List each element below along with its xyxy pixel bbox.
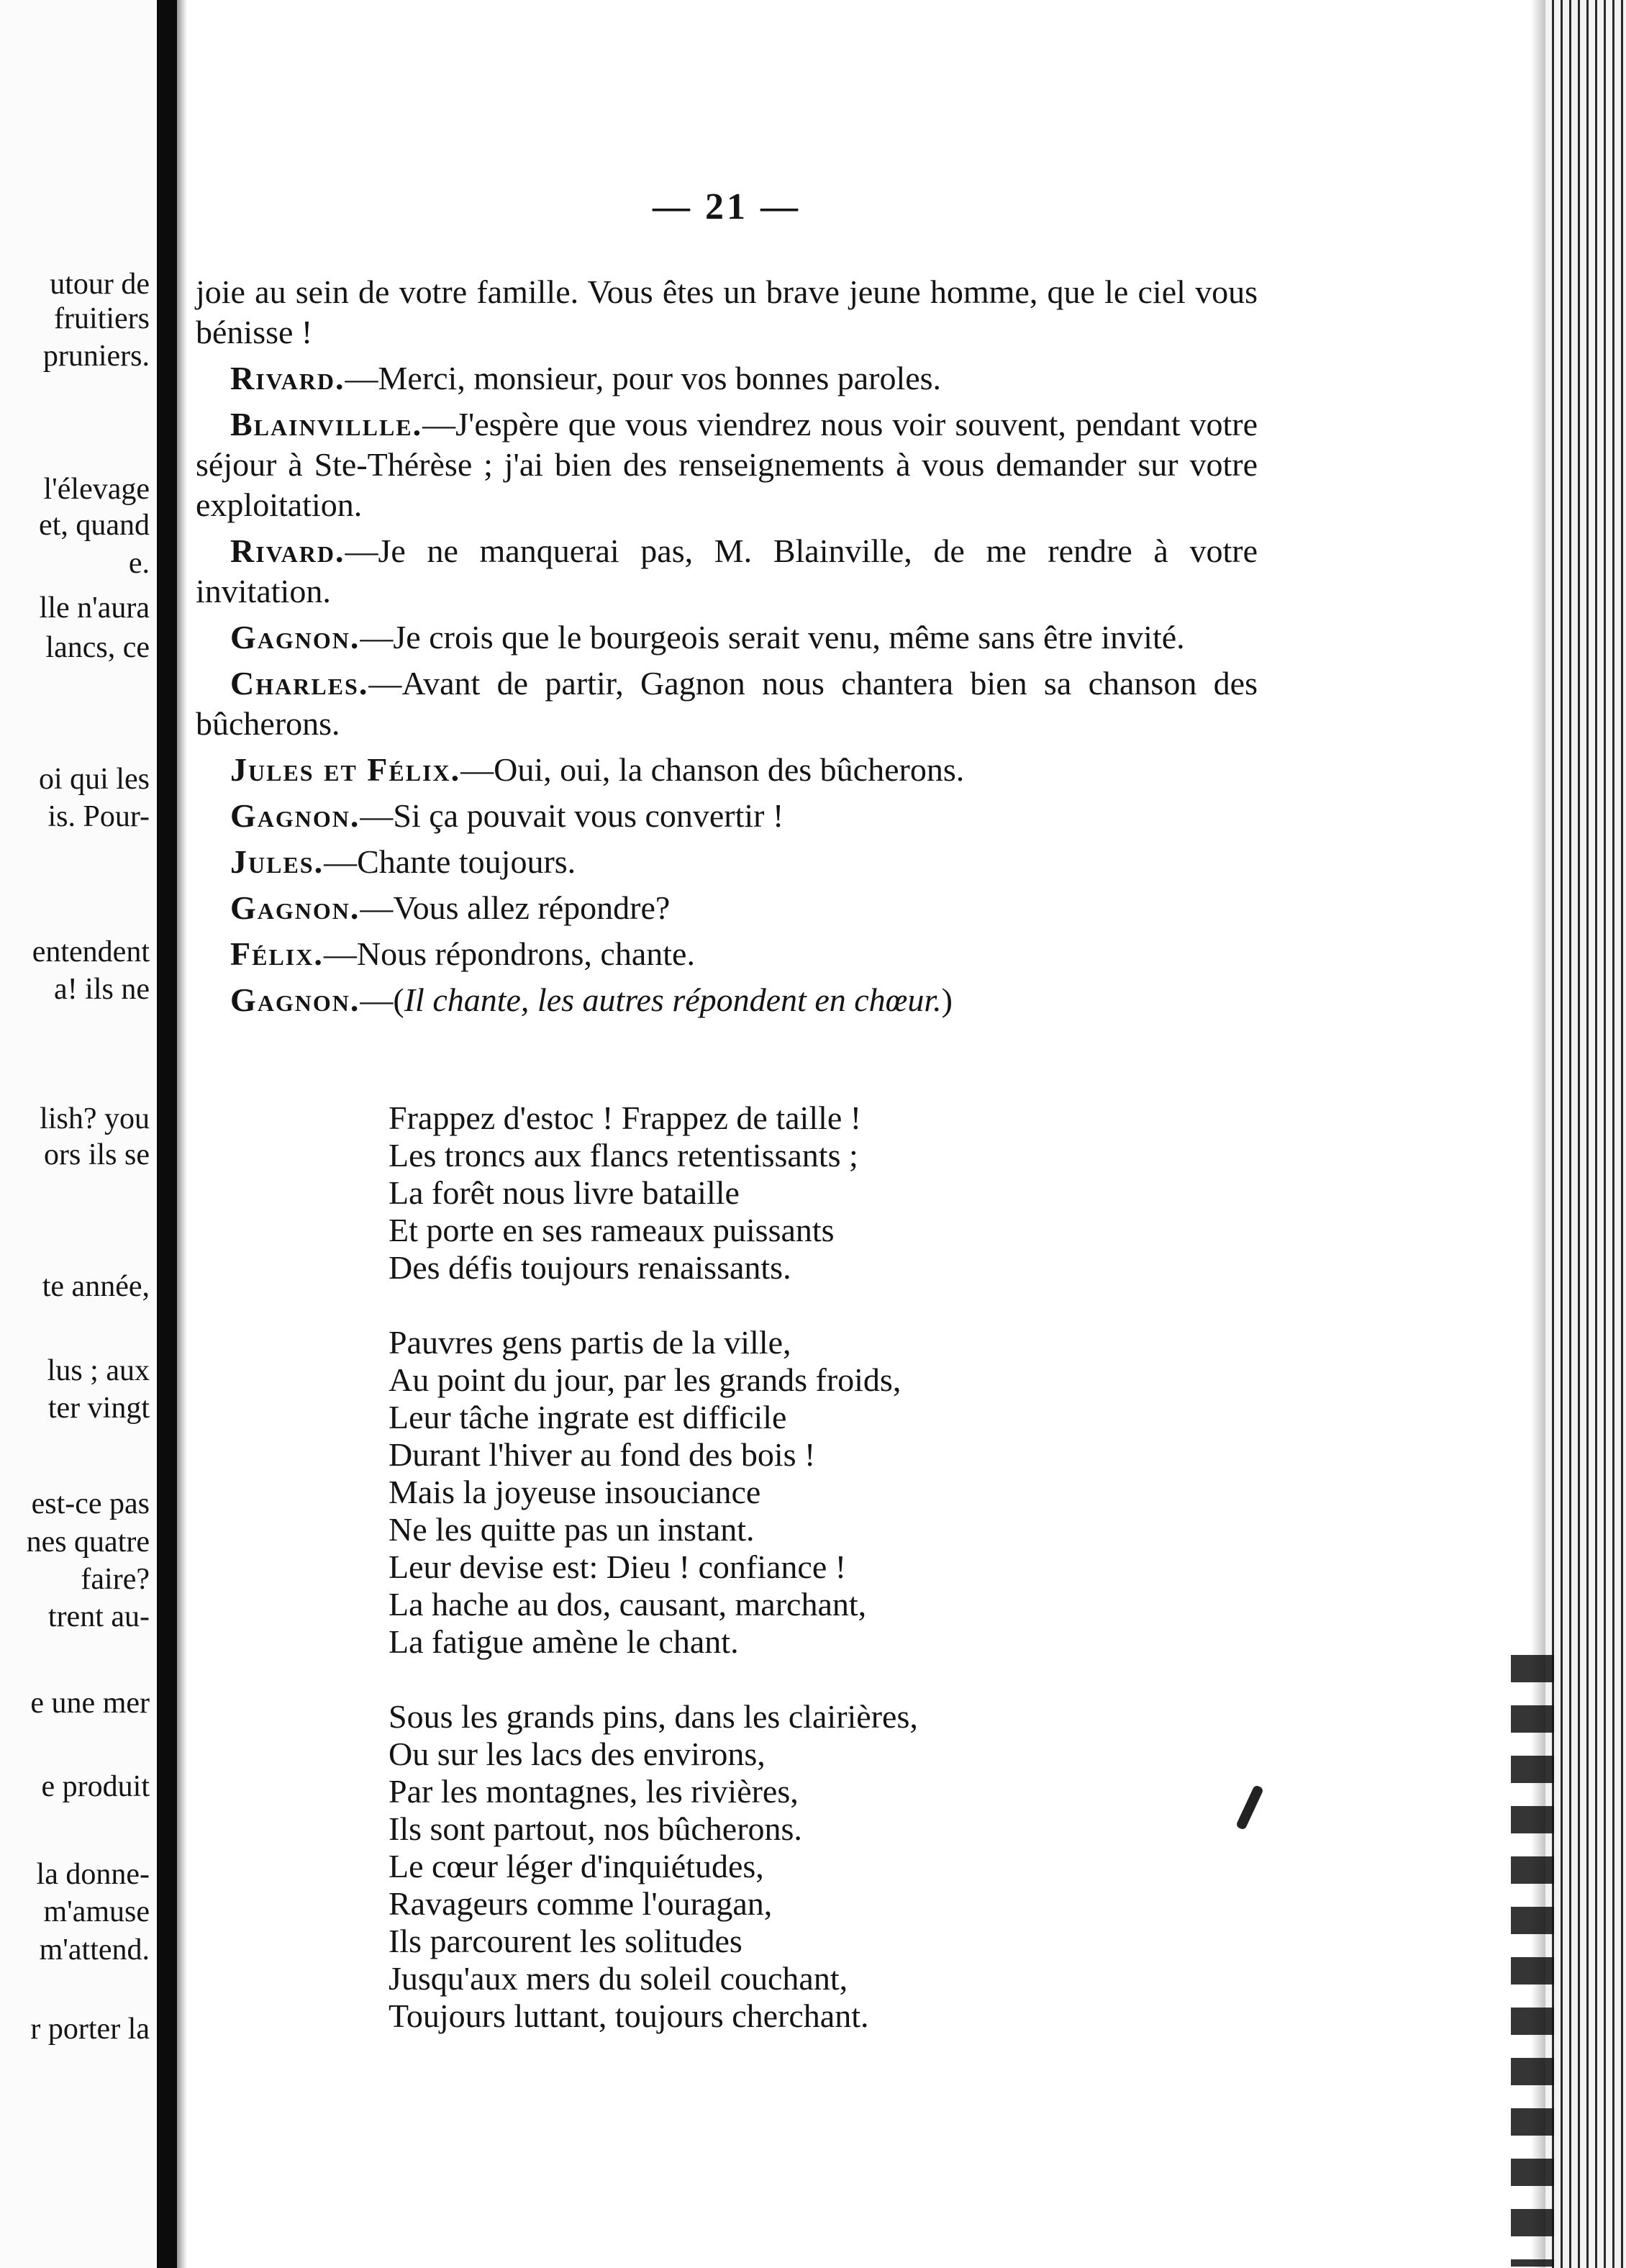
verse-line: La forêt nous livre bataille [389, 1174, 740, 1211]
facing-page-line: lle n'aura [39, 591, 150, 625]
speech-text: —J'espère que vous viendrez nous voir souvent, pendant votre séjour à Ste-Thérèse ; j'ai bien des renseignements à vous demander sur votre exploitation. [196, 406, 1258, 523]
speech-text: —Oui, oui, la chanson des bûcherons. [460, 751, 965, 788]
facing-page-line: lus ; aux [47, 1354, 150, 1387]
speech-line [196, 888, 1258, 928]
verse-line: Pauvres gens partis de la ville, [389, 1324, 791, 1361]
speaker-name: Gagnon. [230, 619, 360, 656]
verse-line: Ou sur les lacs des environs, [389, 1736, 766, 1772]
facing-page-line: utour de [50, 268, 150, 301]
verse-line: Leur devise est: Dieu ! confiance ! [389, 1548, 847, 1585]
verse-line: Ravageurs comme l'ouragan, [389, 1885, 773, 1922]
facing-page-line: e produit [41, 1770, 150, 1803]
verse-line: Jusqu'aux mers du soleil couchant, [389, 1960, 848, 1997]
facing-page-line: ter vingt [47, 1392, 150, 1425]
speech-line [196, 663, 1258, 744]
speaker-name: Gagnon. [230, 889, 360, 926]
dialogue-text [196, 272, 1258, 1026]
verse-line: Ils sont partout, nos bûcherons. [389, 1810, 802, 1847]
verse-line: Frappez d'estoc ! Frappez de taille ! [389, 1099, 862, 1136]
facing-page-line: oi qui les [39, 763, 150, 796]
verse-line: Ils parcourent les solitudes [389, 1923, 742, 1959]
verse-line: Les troncs aux flancs retentissants ; [389, 1137, 858, 1174]
speaker-name: Rivard. [230, 360, 345, 396]
speech-close: ) [941, 981, 953, 1018]
verse-line: Et porte en ses rameaux puissants [389, 1212, 835, 1248]
facing-page-line: m'amuse [43, 1895, 150, 1928]
facing-page-line: l'élevage [43, 473, 150, 506]
song-stanza [389, 1324, 1108, 1661]
verse-line: Durant l'hiver au fond des bois ! [389, 1436, 816, 1473]
speech-line [196, 404, 1258, 525]
verse-line: Mais la joyeuse insouciance [389, 1474, 761, 1510]
facing-page-line: te année, [42, 1270, 150, 1303]
speech-text: —Vous allez répondre? [360, 889, 671, 926]
edge-marks [1511, 1655, 1554, 2267]
verse-line: Ne les quitte pas un instant. [389, 1511, 755, 1548]
speech-text: —Avant de partir, Gagnon nous chantera bien sa chanson des bûcherons. [196, 665, 1258, 742]
book-page-edges [1545, 0, 1626, 2268]
speech-line [196, 358, 1258, 399]
facing-page-fragment [0, 0, 157, 2268]
speech-text: —Je crois que le bourgeois serait venu, même sans être invité. [360, 619, 1185, 656]
facing-page-line: lish? you [40, 1102, 150, 1135]
song-verses [389, 1099, 1108, 2072]
song-stanza [389, 1099, 1108, 1287]
speech-text: —Si ça pouvait vous convertir ! [360, 797, 784, 834]
song-stanza [389, 1698, 1108, 2035]
continuation-paragraph: joie au sein de votre famille. Vous êtes un brave jeune homme, que le ciel vous bénisse ! [196, 273, 1258, 350]
speaker-name: Jules et Félix. [230, 751, 461, 788]
page-number: — 21 — [653, 186, 801, 227]
facing-page-line: lancs, ce [45, 631, 150, 664]
ink-smudge [1235, 1784, 1264, 1831]
facing-page-line: est-ce pas [31, 1487, 150, 1520]
verse-line: La hache au dos, causant, marchant, [389, 1586, 867, 1623]
speech-line [196, 750, 1258, 790]
speech-line [196, 842, 1258, 882]
facing-page-line: ors ils se [44, 1138, 150, 1171]
speech-line [196, 934, 1258, 974]
speaker-name: Félix. [230, 935, 324, 972]
stage-direction: Il chante, les autres répondent en chœur. [404, 981, 942, 1018]
verse-line: Leur tâche ingrate est difficile [389, 1399, 787, 1435]
facing-page-line: r porter la [30, 2013, 150, 2046]
verse-line: Toujours luttant, toujours cherchant. [389, 1997, 869, 2034]
verse-line: La fatigue amène le chant. [389, 1623, 739, 1660]
verse-line: Sous les grands pins, dans les clairières, [389, 1698, 918, 1735]
speech-line [196, 531, 1258, 612]
speech-dash: —( [360, 981, 404, 1018]
facing-page-line: entendent [32, 935, 150, 969]
verse-line: Le cœur léger d'inquiétudes, [389, 1848, 764, 1884]
facing-page-line: faire? [81, 1563, 150, 1596]
speech-text: —Merci, monsieur, pour vos bonnes paroles. [345, 360, 942, 396]
speaker-name: Gagnon. [230, 797, 360, 834]
facing-page-line: fruitiers [54, 302, 150, 335]
facing-page-line: e. [128, 547, 150, 580]
book-gutter [157, 0, 177, 2268]
speech-line [196, 617, 1258, 658]
facing-page-line: pruniers. [42, 340, 150, 373]
facing-page-line: trent au- [47, 1600, 150, 1633]
speaker-name: Blainvillle. [230, 406, 423, 443]
facing-page-line: et, quand [39, 509, 150, 542]
speech-line [196, 796, 1258, 836]
speech-text: —Je ne manquerai pas, M. Blainville, de me rendre à votre invitation. [196, 532, 1258, 609]
verse-line: Par les montagnes, les rivières, [389, 1773, 799, 1810]
facing-page-line: nes quatre [26, 1525, 150, 1559]
speech-list [196, 358, 1258, 974]
speaker-name: Charles. [230, 665, 369, 702]
speech-line [196, 980, 1258, 1020]
verse-line: Au point du jour, par les grands froids, [389, 1361, 901, 1398]
verse-line: Des défis toujours renaissants. [389, 1249, 791, 1286]
speech-text: —Chante toujours. [324, 843, 576, 880]
facing-page-line: is. Pour- [47, 800, 150, 833]
speaker-name: Rivard. [230, 532, 345, 569]
facing-page-line: la donne- [36, 1858, 150, 1891]
gutter-shadow [177, 0, 187, 2268]
speaker-name: Gagnon. [230, 981, 360, 1018]
facing-page-line: e une mer [30, 1687, 150, 1720]
facing-page-line: a! ils ne [54, 973, 150, 1006]
speaker-name: Jules. [230, 843, 324, 880]
facing-page-line: m'attend. [39, 1933, 150, 1967]
speech-text: —Nous répondrons, chante. [323, 935, 695, 972]
